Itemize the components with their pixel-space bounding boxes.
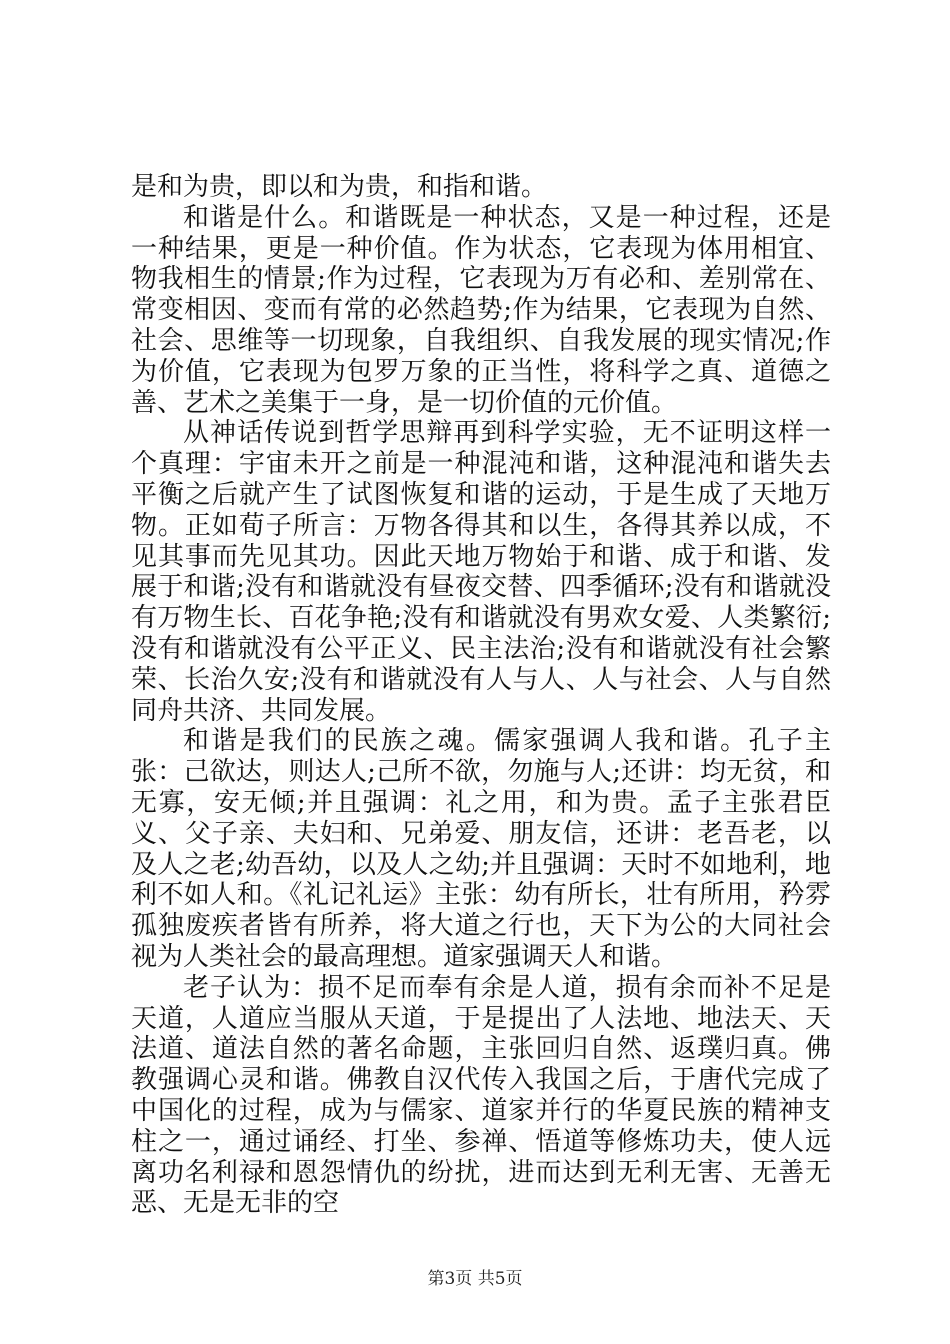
paragraph-from-myth-to-science: 从神话传说到哲学思辩再到科学实验，无不证明这样一个真理：宇宙未开之前是一种混沌和谐，这种混沌和谐失去平衡之后就产生了试图恢复和谐的运动，于是生成了天地万物。正如荀子所言：万物各得其和以生，各得其养以成，不见其事而先见其功。因此天地万物始于和谐、成于和谐、发展于和谐;没有和谐就没有昼夜交替、四季循环;没有和谐就没有万物生长、百花争艳;没有和谐就没有男欢女爱、人类繁衍;没有和谐就没有公平正义、民主法治;没有和谐就没有社会繁荣、长治久安;没有和谐就没有人与人、人与社会、人与自然同舟共济、共同发展。 [131,418,831,726]
paragraph-continuation: 是和为贵，即以和为贵，和指和谐。 [131,172,548,202]
paragraph-laozi: 老子认为：损不足而奉有余是人道，损有余而补不足是天道，人道应当服从天道，于是提出了人法地、地法天、天法道、道法自然的著名命题，主张回归自然、返璞归真。佛教强调心灵和谐。佛教自汉代传入我国之后，于唐代完成了中国化的过程，成为与儒家、道家并行的华夏民族的精神支柱之一，通过诵经、打坐、参禅、悟道等修炼功夫，使人远离功名利禄和恩怨情仇的纷扰，进而达到无利无害、无善无恶、无是无非的空 [131,972,831,1219]
paragraph-what-is-harmony: 和谐是什么。和谐既是一种状态，又是一种过程，还是一种结果，更是一种价值。作为状态，它表现为体用相宜、物我相生的情景;作为过程，它表现为万有必和、差别常在、常变相因、变而有常的必然趋势;作为结果，它表现为自然、社会、思维等一切现象，自我组织、自我发展的现实情况;作为价值，它表现为包罗万象的正当性，将科学之真、道德之善、艺术之美集于一身，是一切价值的元价值。 [131,202,831,418]
document-body [131,172,831,1219]
paragraph-national-soul: 和谐是我们的民族之魂。儒家强调人我和谐。孔子主张：己欲达，则达人;己所不欲，勿施与人;还讲：均无贫，和无寡，安无倾;并且强调：礼之用，和为贵。孟子主张君臣义、父子亲、夫妇和、兄弟爱、朋友信，还讲：老吾老，以及人之老;幼吾幼，以及人之幼;并且强调：天时不如地利，地利不如人和。《礼记礼运》主张：幼有所长，壮有所用，矜雰孤独废疾者皆有所养，将大道之行也，天下为公的大同社会视为人类社会的最高理想。道家强调天人和谐。 [131,726,831,972]
page-footer: 第3页 共5页 [427,1269,523,1289]
